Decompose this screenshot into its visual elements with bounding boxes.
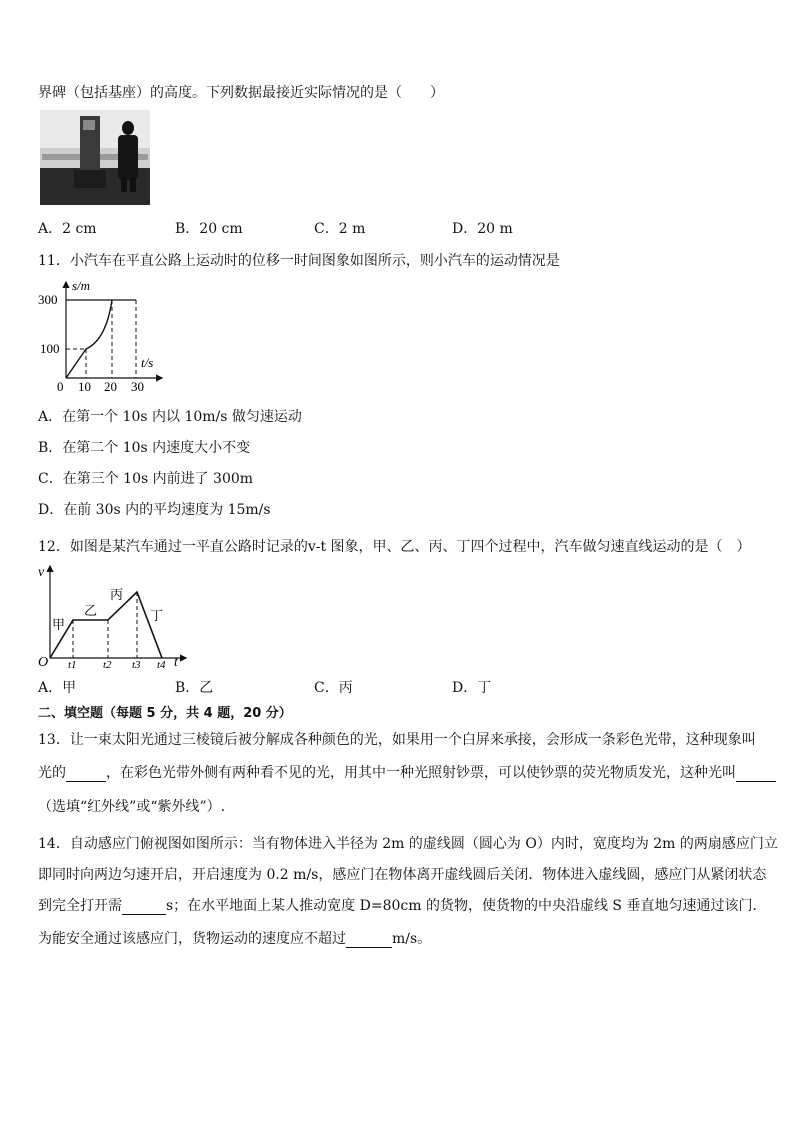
q13-line3: （选填“红外线”或“紫外线”）.: [38, 799, 226, 815]
q12-phase-ding: 丁: [150, 608, 164, 623]
q12-phase-bing: 丙: [110, 587, 124, 602]
q12-phase-yi: 乙: [84, 603, 98, 618]
q11-y-tick-300: 300: [38, 292, 58, 307]
q13-line2-b: ，在彩色光带外侧有两种看不见的光，用其中一种光照射钞票，可以使钞票的荧光物质发光，这种光叫: [106, 765, 736, 781]
q12-t4: t4: [157, 659, 166, 671]
q11-x-tick-30: 30: [131, 379, 144, 394]
q10-options: [38, 218, 738, 236]
q10-stem-tail: 界碑（包括基座）的高度。下列数据最接近实际情况的是（ ）: [38, 85, 444, 101]
q13-line2-a: 光的: [38, 765, 66, 781]
q13-line2: [38, 762, 756, 782]
q14-line1: 14．自动感应门俯视图如图所示：当有物体进入半径为 2m 的虚线圆（圆心为 O）内时，宽度均为 2m 的两扇感应门立: [38, 836, 778, 852]
q11-y-tick-100: 100: [40, 341, 60, 356]
q11-option-b[interactable]: B．在第二个 10s 内速度大小不变: [38, 440, 251, 456]
q11-option-d[interactable]: D．在前 30s 内的平均速度为 15m/s: [38, 502, 271, 518]
q13-line1: 13．让一束太阳光通过三棱镜后被分解成各种颜色的光，如果用一个白屏来承接，会形成一条彩色光带，这种现象叫: [38, 732, 756, 748]
q11-x-tick-20: 20: [104, 379, 117, 394]
q12-t2: t2: [103, 659, 112, 671]
q12-graph: [36, 562, 196, 672]
q12-phase-jia: 甲: [52, 617, 66, 632]
q12-options: [38, 677, 738, 695]
q11-graph: [38, 278, 168, 394]
q11-x-label: t/s: [141, 355, 154, 370]
q11-origin: 0: [57, 379, 64, 394]
q10-option-b[interactable]: B．20 cm: [175, 221, 243, 237]
q12-option-a[interactable]: A．甲: [38, 680, 77, 696]
q12-option-d[interactable]: D．丁: [452, 680, 492, 696]
q14-line2: 即同时向两边匀速开启，开启速度为 0.2 m/s，感应门在物体离开虚线圆后关闭．物体进入虚线圆，感应门从紧闭状态: [38, 867, 767, 883]
q11-y-label: s/m: [72, 278, 91, 293]
q10-option-c[interactable]: C．2 m: [314, 221, 366, 237]
q11-option-c[interactable]: C．在第三个 10s 内前进了 300m: [38, 471, 254, 487]
q11-option-a[interactable]: A．在第一个 10s 内以 10m/s 做匀速运动: [38, 409, 302, 425]
q10-photo: [40, 110, 150, 205]
q10-option-a[interactable]: A．2 cm: [38, 221, 97, 237]
q11-stem: 11．小汽车在平直公路上运动时的位移一时间图象如图所示，则小汽车的运动情况是: [38, 253, 560, 269]
q14-blank-2[interactable]: [346, 933, 392, 948]
q12-option-c[interactable]: C．丙: [314, 680, 353, 696]
section-fill-blank-title: 二、填空题（每题 5 分，共 4 题，20 分）: [38, 706, 292, 721]
q14-line4-a: 为能安全通过该感应门，货物运动的速度应不超过: [38, 931, 346, 947]
q12-option-b[interactable]: B．乙: [175, 680, 214, 696]
q14-line3: [38, 895, 766, 915]
q12-stem: 12．如图是某汽车通过一平直公路时记录的v-t 图象，甲、乙、丙、丁四个过程中，汽车做匀速直线运动的是（ ）: [38, 539, 751, 555]
q10-option-d[interactable]: D．20 m: [452, 221, 513, 237]
q12-t-label: t: [174, 655, 178, 670]
q14-line4: [38, 928, 431, 948]
q14-line3-a: 到完全打开需: [38, 898, 122, 914]
q12-t1: t1: [68, 659, 77, 671]
q13-blank-2[interactable]: [736, 767, 776, 782]
q14-line4-b: m/s。: [392, 931, 432, 947]
q11-x-tick-10: 10: [78, 379, 91, 394]
q13-blank-1[interactable]: [66, 767, 106, 782]
q12-v-label: v: [38, 565, 45, 580]
q14-line3-b: s；在水平地面上某人推动宽度 D=80cm 的货物，使货物的中央沿虚线 S 垂直地匀速通过该门．: [166, 898, 767, 914]
q14-blank-1[interactable]: [122, 900, 166, 915]
q12-origin: O: [38, 655, 49, 670]
q12-t3: t3: [132, 659, 141, 671]
